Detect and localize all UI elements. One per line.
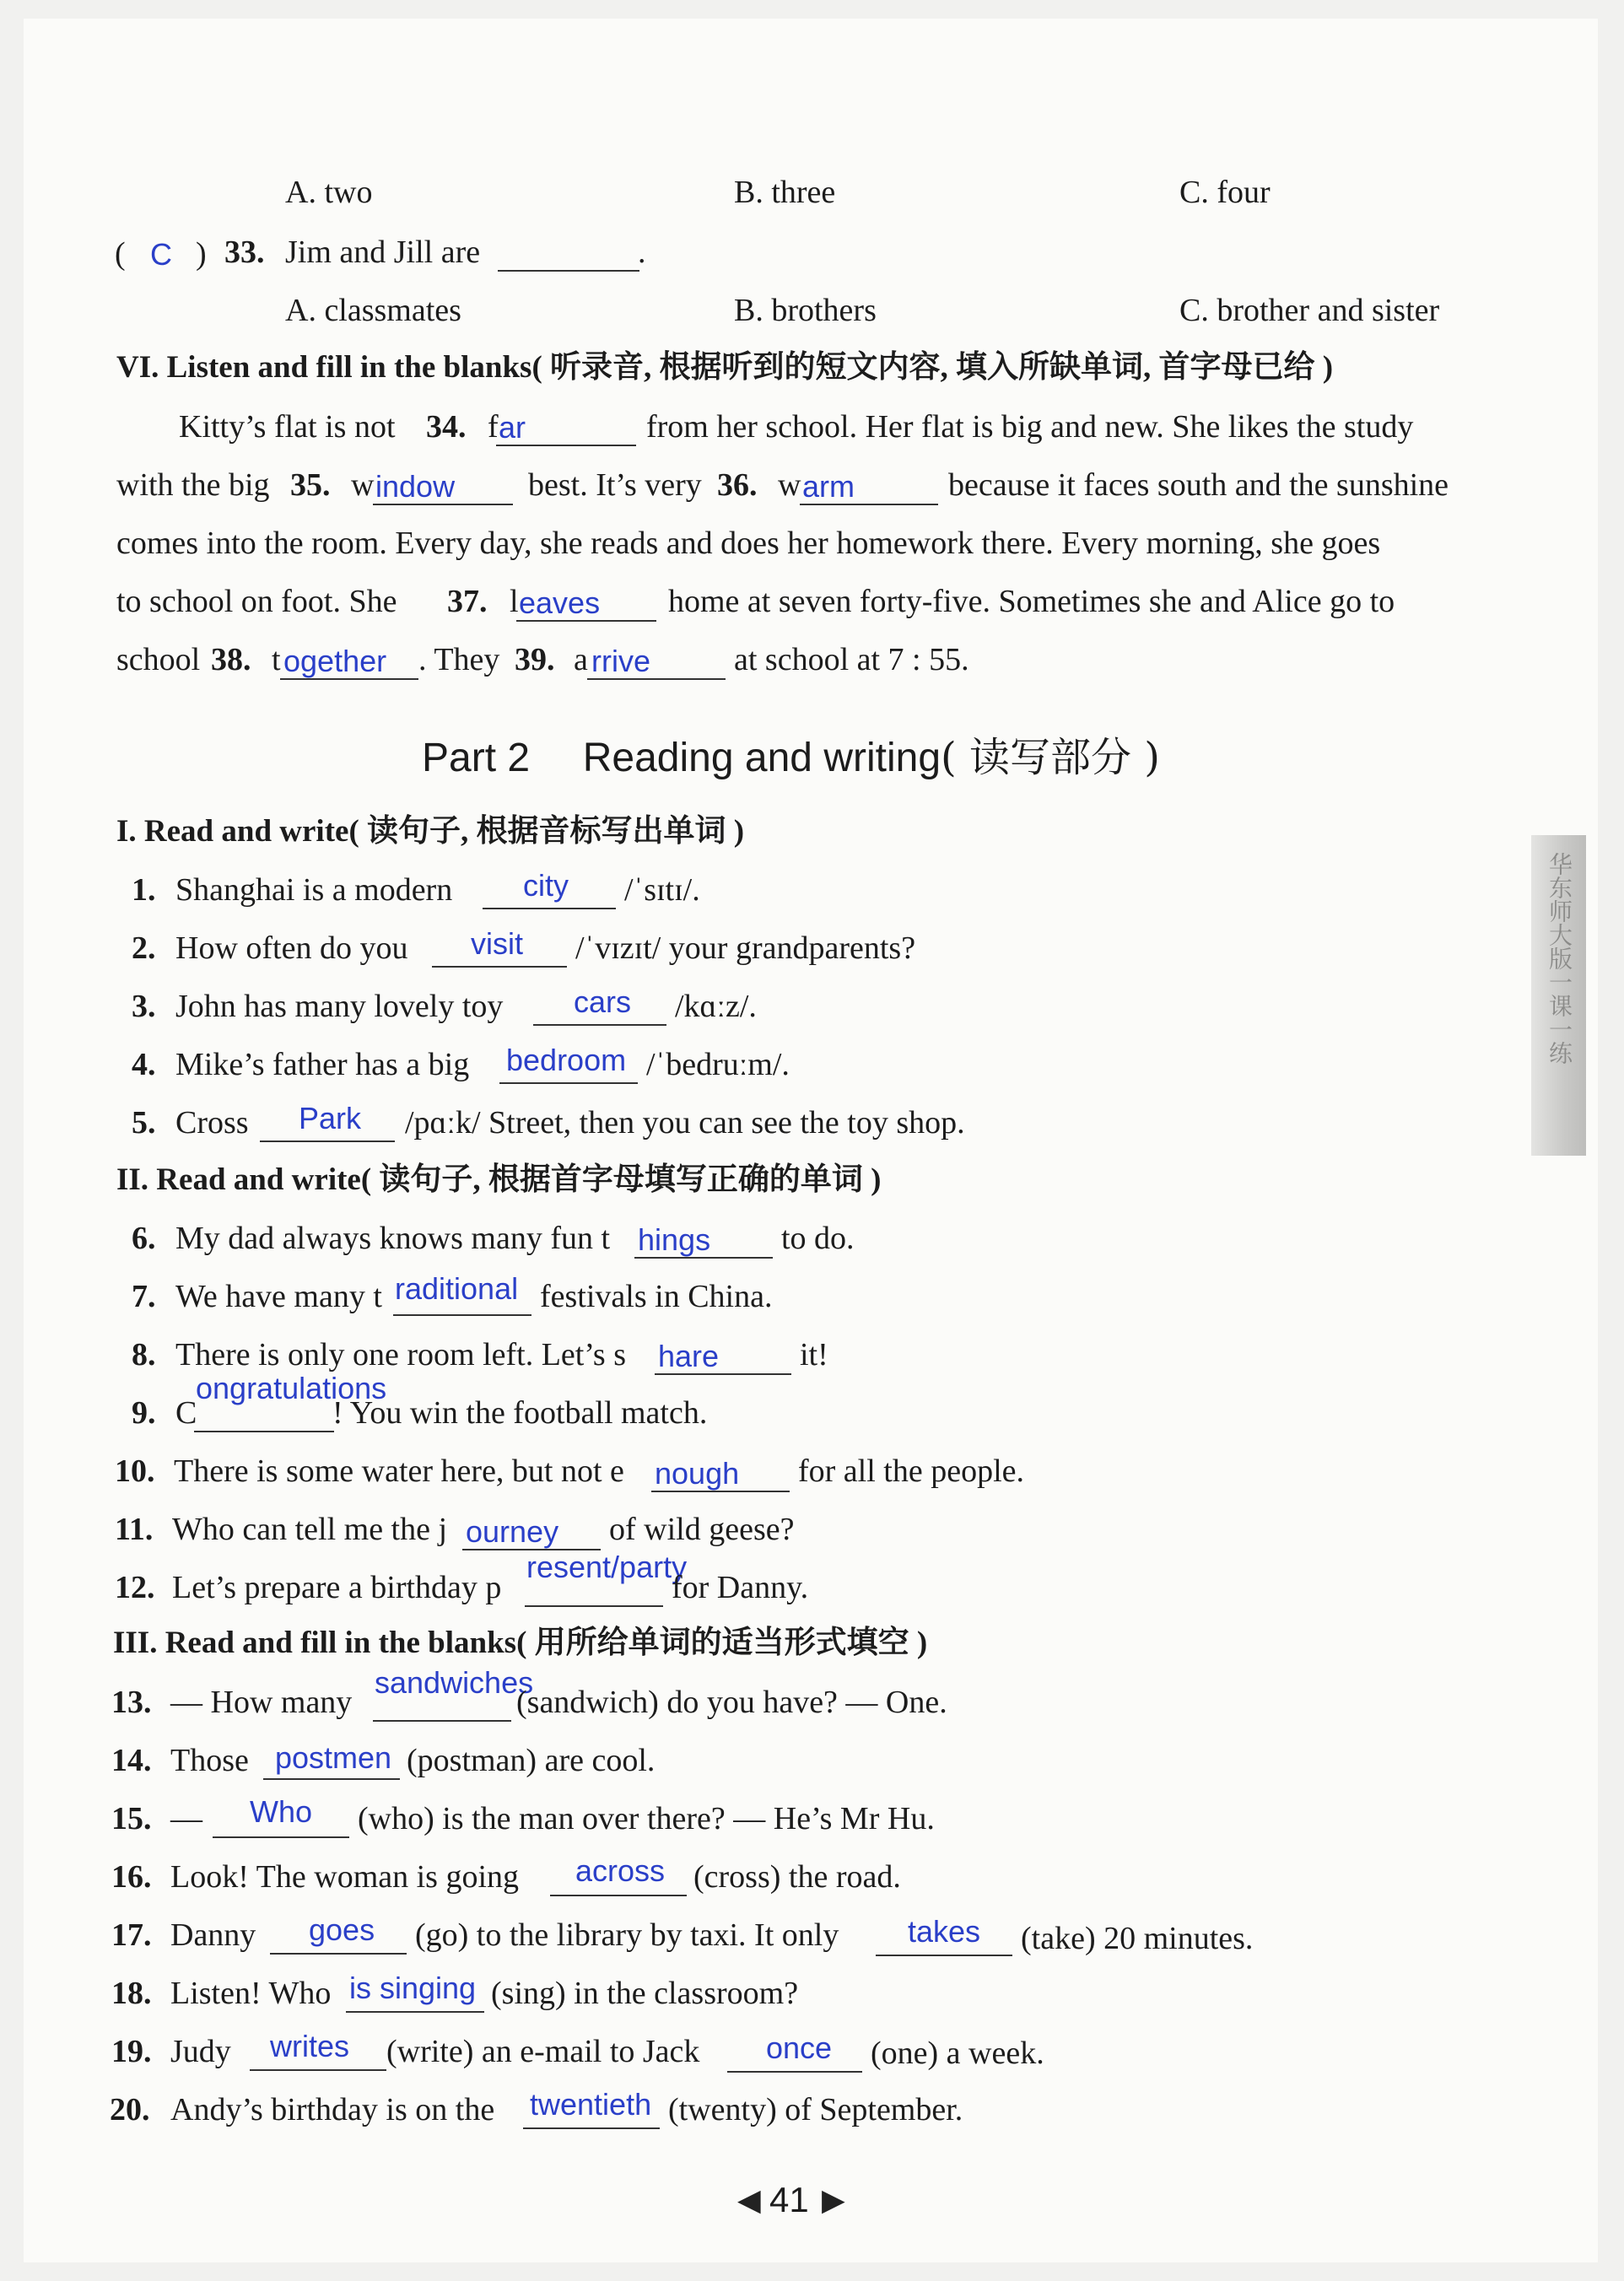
sec1-title (116, 812, 744, 851)
item-16-answer: across (575, 1853, 666, 1888)
sec6-l2-text1: with the big (116, 467, 270, 503)
sec3-title (113, 1624, 927, 1663)
item-17-suffix: (take) 20 minutes. (1021, 1921, 1254, 1956)
sec6-blank-38 (280, 678, 418, 680)
q33-number: 33. (224, 235, 265, 270)
item-14-answer: postmen (275, 1740, 392, 1775)
item-20-blank (523, 2127, 660, 2129)
item-3-number: 3. (132, 989, 156, 1024)
item-12-answer: resent/party (526, 1550, 688, 1584)
sec6-l5-text2: . They (418, 642, 500, 677)
item-11-number: 11. (115, 1512, 154, 1547)
item-20-prefix: Andy’s birthday is on the (170, 2092, 495, 2127)
sec6-l1-text1: Kitty’s flat is not (179, 409, 396, 445)
sec6-answer-37: eaves (519, 585, 601, 620)
q33-option-b: B. brothers (734, 293, 877, 328)
sec6-blank-34 (496, 445, 636, 446)
sec6-answer-36: arm (802, 469, 855, 504)
item-19-answer-2: once (766, 2030, 833, 2065)
sec6-first-letter-35: w (351, 467, 375, 503)
next-page-icon[interactable]: ▶ (822, 2183, 845, 2217)
sec6-title-en: VI. Listen and fill in the blanks (116, 350, 532, 385)
item-20-suffix: (twenty) of September. (668, 2092, 963, 2127)
sec6-l5-text1: school (116, 642, 201, 677)
sec6-l5-text3: at school at 7 : 55. (734, 642, 969, 677)
sec6-l1-text2: from her school. Her flat is big and new. She likes the study (646, 409, 1414, 445)
item-2-number: 2. (132, 930, 156, 966)
sec6-num-38: 38. (211, 642, 251, 677)
item-9-prefix: C (175, 1395, 197, 1431)
sec6-l4-text2: home at seven forty-five. Sometimes she and Alice go to (668, 584, 1395, 619)
page-number: 41 (769, 2180, 809, 2219)
item-10-prefix: There is some water here, but not e (174, 1453, 624, 1489)
item-18-prefix: Listen! Who (170, 1976, 332, 2011)
item-8-answer: hare (658, 1339, 720, 1373)
sec2-title-cn: ( 读句子, 根据首字母填写正确的单词 ) (360, 1162, 882, 1197)
item-12-prefix: Let’s prepare a birthday p (172, 1570, 502, 1605)
q33-option-c: C. brother and sister (1179, 293, 1440, 328)
q33-paren-open: ( (115, 236, 126, 272)
item-15-number: 15. (111, 1801, 152, 1836)
item-14-prefix: Those (170, 1743, 249, 1778)
item-12-blank (525, 1605, 663, 1607)
item-11-prefix: Who can tell me the j (172, 1512, 448, 1547)
item-2-prefix: How often do you (175, 930, 408, 966)
sec6-blank-36 (800, 504, 938, 505)
item-8-prefix: There is only one room left. Let’s s (175, 1337, 626, 1372)
item-16-suffix: (cross) the road. (693, 1859, 901, 1895)
item-19-blank-2 (727, 2071, 862, 2073)
sec6-first-letter-37: l (510, 584, 519, 619)
item-10-blank (651, 1491, 790, 1492)
item-15-prefix: — (170, 1801, 202, 1836)
item-13-blank (373, 1720, 511, 1722)
item-13-answer: sandwiches (375, 1665, 534, 1700)
sec2-title-en: II. Read and write (116, 1162, 361, 1197)
item-1-answer: city (523, 868, 569, 903)
side-tab-label: 华东师大版一课一练 (1546, 852, 1573, 1065)
item-5-blank (260, 1140, 395, 1142)
sec6-num-35: 35. (290, 467, 331, 503)
sec3-title-en: III. Read and fill in the blanks (113, 1626, 517, 1660)
q32-option-c: C. four (1179, 175, 1271, 210)
item-12-suffix: for Danny. (672, 1570, 809, 1605)
item-19-prefix: Judy (170, 2034, 231, 2069)
item-6-number: 6. (132, 1221, 156, 1256)
sec6-l2-text2: best. It’s very (528, 467, 702, 503)
sec6-blank-39 (587, 678, 726, 680)
part2-title: Part 2 (422, 736, 531, 780)
item-16-number: 16. (111, 1859, 152, 1895)
item-17-blank (270, 1953, 407, 1955)
item-14-number: 14. (111, 1743, 152, 1778)
item-1-prefix: Shanghai is a modern (175, 872, 453, 908)
sec1-title-cn: ( 读句子, 根据音标写出单词 ) (348, 814, 745, 849)
item-14-suffix: (postman) are cool. (407, 1743, 656, 1778)
part2-heading (422, 734, 1160, 782)
item-19-suffix: (one) a week. (871, 2036, 1044, 2071)
item-4-prefix: Mike’s father has a big (175, 1047, 470, 1082)
item-6-answer: hings (638, 1222, 711, 1257)
item-3-blank (533, 1024, 666, 1026)
sec3-title-cn: ( 用所给单词的适当形式填空 ) (516, 1626, 928, 1660)
item-17-answer: goes (309, 1912, 375, 1947)
item-2-answer: visit (471, 926, 523, 961)
item-17-middle: (go) to the library by taxi. It only (415, 1917, 839, 1953)
sec6-title-cn: ( 听录音, 根据听到的短文内容, 填入所缺单词, 首字母已给 ) (531, 350, 1334, 385)
item-15-answer: Who (250, 1794, 313, 1829)
sec6-num-37: 37. (447, 584, 488, 619)
item-9-number: 9. (132, 1395, 156, 1431)
item-17-prefix: Danny (170, 1917, 256, 1953)
q33-text: Jim and Jill are (285, 235, 481, 270)
item-3-prefix: John has many lovely toy (175, 989, 504, 1024)
item-9-answer: ongratulations (196, 1371, 387, 1405)
q33-answer: C (150, 237, 172, 272)
q33-end: . (638, 235, 646, 270)
item-9-blank (194, 1431, 334, 1432)
item-8-suffix: it! (800, 1337, 828, 1372)
sec6-answer-34: ar (499, 410, 526, 445)
sec6-num-39: 39. (515, 642, 555, 677)
item-19-answer: writes (270, 2029, 350, 2063)
item-1-blank (483, 908, 616, 909)
item-5-prefix: Cross (175, 1105, 249, 1140)
item-6-blank (634, 1257, 773, 1259)
sec6-blank-35 (373, 504, 513, 505)
q32-option-b: B. three (734, 175, 836, 210)
item-16-prefix: Look! The woman is going (170, 1859, 520, 1895)
item-6-suffix: to do. (781, 1221, 855, 1256)
item-19-number: 19. (111, 2034, 152, 2069)
item-1-number: 1. (132, 872, 156, 908)
item-16-blank (550, 1895, 687, 1896)
part2-title-cn: ( 读写部分 ) (941, 734, 1160, 781)
item-15-blank (213, 1836, 349, 1838)
item-7-blank (393, 1314, 531, 1316)
item-11-suffix: of wild geese? (609, 1512, 795, 1547)
item-5-suffix: /pɑːk/ Street, then you can see the toy shop. (405, 1105, 965, 1140)
sec6-num-34: 34. (426, 409, 467, 445)
item-7-suffix: festivals in China. (540, 1279, 773, 1314)
item-13-number: 13. (111, 1685, 152, 1720)
sec1-title-en: I. Read and write (116, 814, 349, 849)
item-13-prefix: — How many (170, 1685, 353, 1720)
item-20-number: 20. (110, 2092, 150, 2127)
sec2-title (116, 1161, 882, 1200)
item-2-suffix: /ˈvɪzɪt/ your grandparents? (575, 930, 916, 966)
item-11-answer: ourney (466, 1514, 559, 1549)
sec6-answer-39: rrive (591, 644, 650, 678)
prev-page-icon[interactable]: ◀ (737, 2183, 761, 2217)
sec6-l4-text1: to school on foot. She (116, 584, 397, 619)
item-12-number: 12. (115, 1570, 155, 1605)
item-19-blank (250, 2069, 386, 2071)
item-5-number: 5. (132, 1105, 156, 1140)
item-18-blank (346, 2011, 484, 2013)
item-2-blank (432, 966, 567, 968)
item-17-number: 17. (111, 1917, 152, 1953)
item-18-answer: is singing (349, 1971, 477, 2005)
item-10-suffix: for all the people. (798, 1453, 1025, 1489)
sec6-first-letter-39: a (574, 642, 588, 677)
item-6-prefix: My dad always knows many fun t (175, 1221, 611, 1256)
sec6-answer-35: indow (375, 469, 456, 504)
item-3-answer: cars (574, 984, 632, 1019)
sec6-num-36: 36. (717, 467, 758, 503)
sec6-first-letter-38: t (272, 642, 281, 677)
item-4-suffix: /ˈbedruːm/. (646, 1047, 790, 1082)
item-17-blank-2 (876, 1955, 1012, 1956)
item-14-blank-line (263, 1778, 400, 1780)
sec6-blank-37 (516, 620, 656, 622)
item-1-suffix: /ˈsɪtɪ/. (624, 872, 700, 908)
item-4-blank (499, 1082, 638, 1084)
sec6-l3-text: comes into the room. Every day, she reads and does her homework there. Every morning, she goes (116, 526, 1381, 561)
q33-blank (498, 270, 639, 272)
q33-paren-close: ) (196, 236, 207, 272)
item-10-answer: nough (655, 1456, 740, 1491)
sec6-title (116, 348, 1333, 387)
part2-title2: Reading and writing (582, 736, 941, 780)
item-9-suffix: ! You win the football match. (332, 1395, 708, 1431)
item-20-answer: twentieth (530, 2087, 652, 2122)
sec6-first-letter-34: f (488, 409, 499, 445)
item-4-number: 4. (132, 1047, 156, 1082)
sec6-l2-text3: because it faces south and the sunshine (948, 467, 1449, 503)
item-18-suffix: (sing) in the classroom? (491, 1976, 799, 2011)
q32-option-a: A. two (285, 175, 373, 210)
item-8-blank (655, 1373, 791, 1375)
item-3-suffix: /kɑːz/. (675, 989, 757, 1024)
item-7-number: 7. (132, 1279, 156, 1314)
sec6-answer-38: ogether (283, 644, 387, 678)
item-4-answer: bedroom (506, 1043, 627, 1077)
item-17-answer-2: takes (908, 1914, 981, 1949)
item-13-suffix: (sandwich) do you have? — One. (516, 1685, 947, 1720)
item-5-answer: Park (299, 1101, 362, 1135)
sec6-first-letter-36: w (778, 467, 801, 503)
item-18-number: 18. (111, 1976, 152, 2011)
item-7-prefix: We have many t (175, 1279, 382, 1314)
item-15-suffix: (who) is the man over there? — He’s Mr Hu. (358, 1801, 935, 1836)
item-7-answer: raditional (395, 1271, 519, 1306)
q33-option-a: A. classmates (285, 293, 461, 328)
item-8-number: 8. (132, 1337, 156, 1372)
item-19-middle: (write) an e-mail to Jack (386, 2034, 700, 2069)
item-10-number: 10. (115, 1453, 155, 1489)
